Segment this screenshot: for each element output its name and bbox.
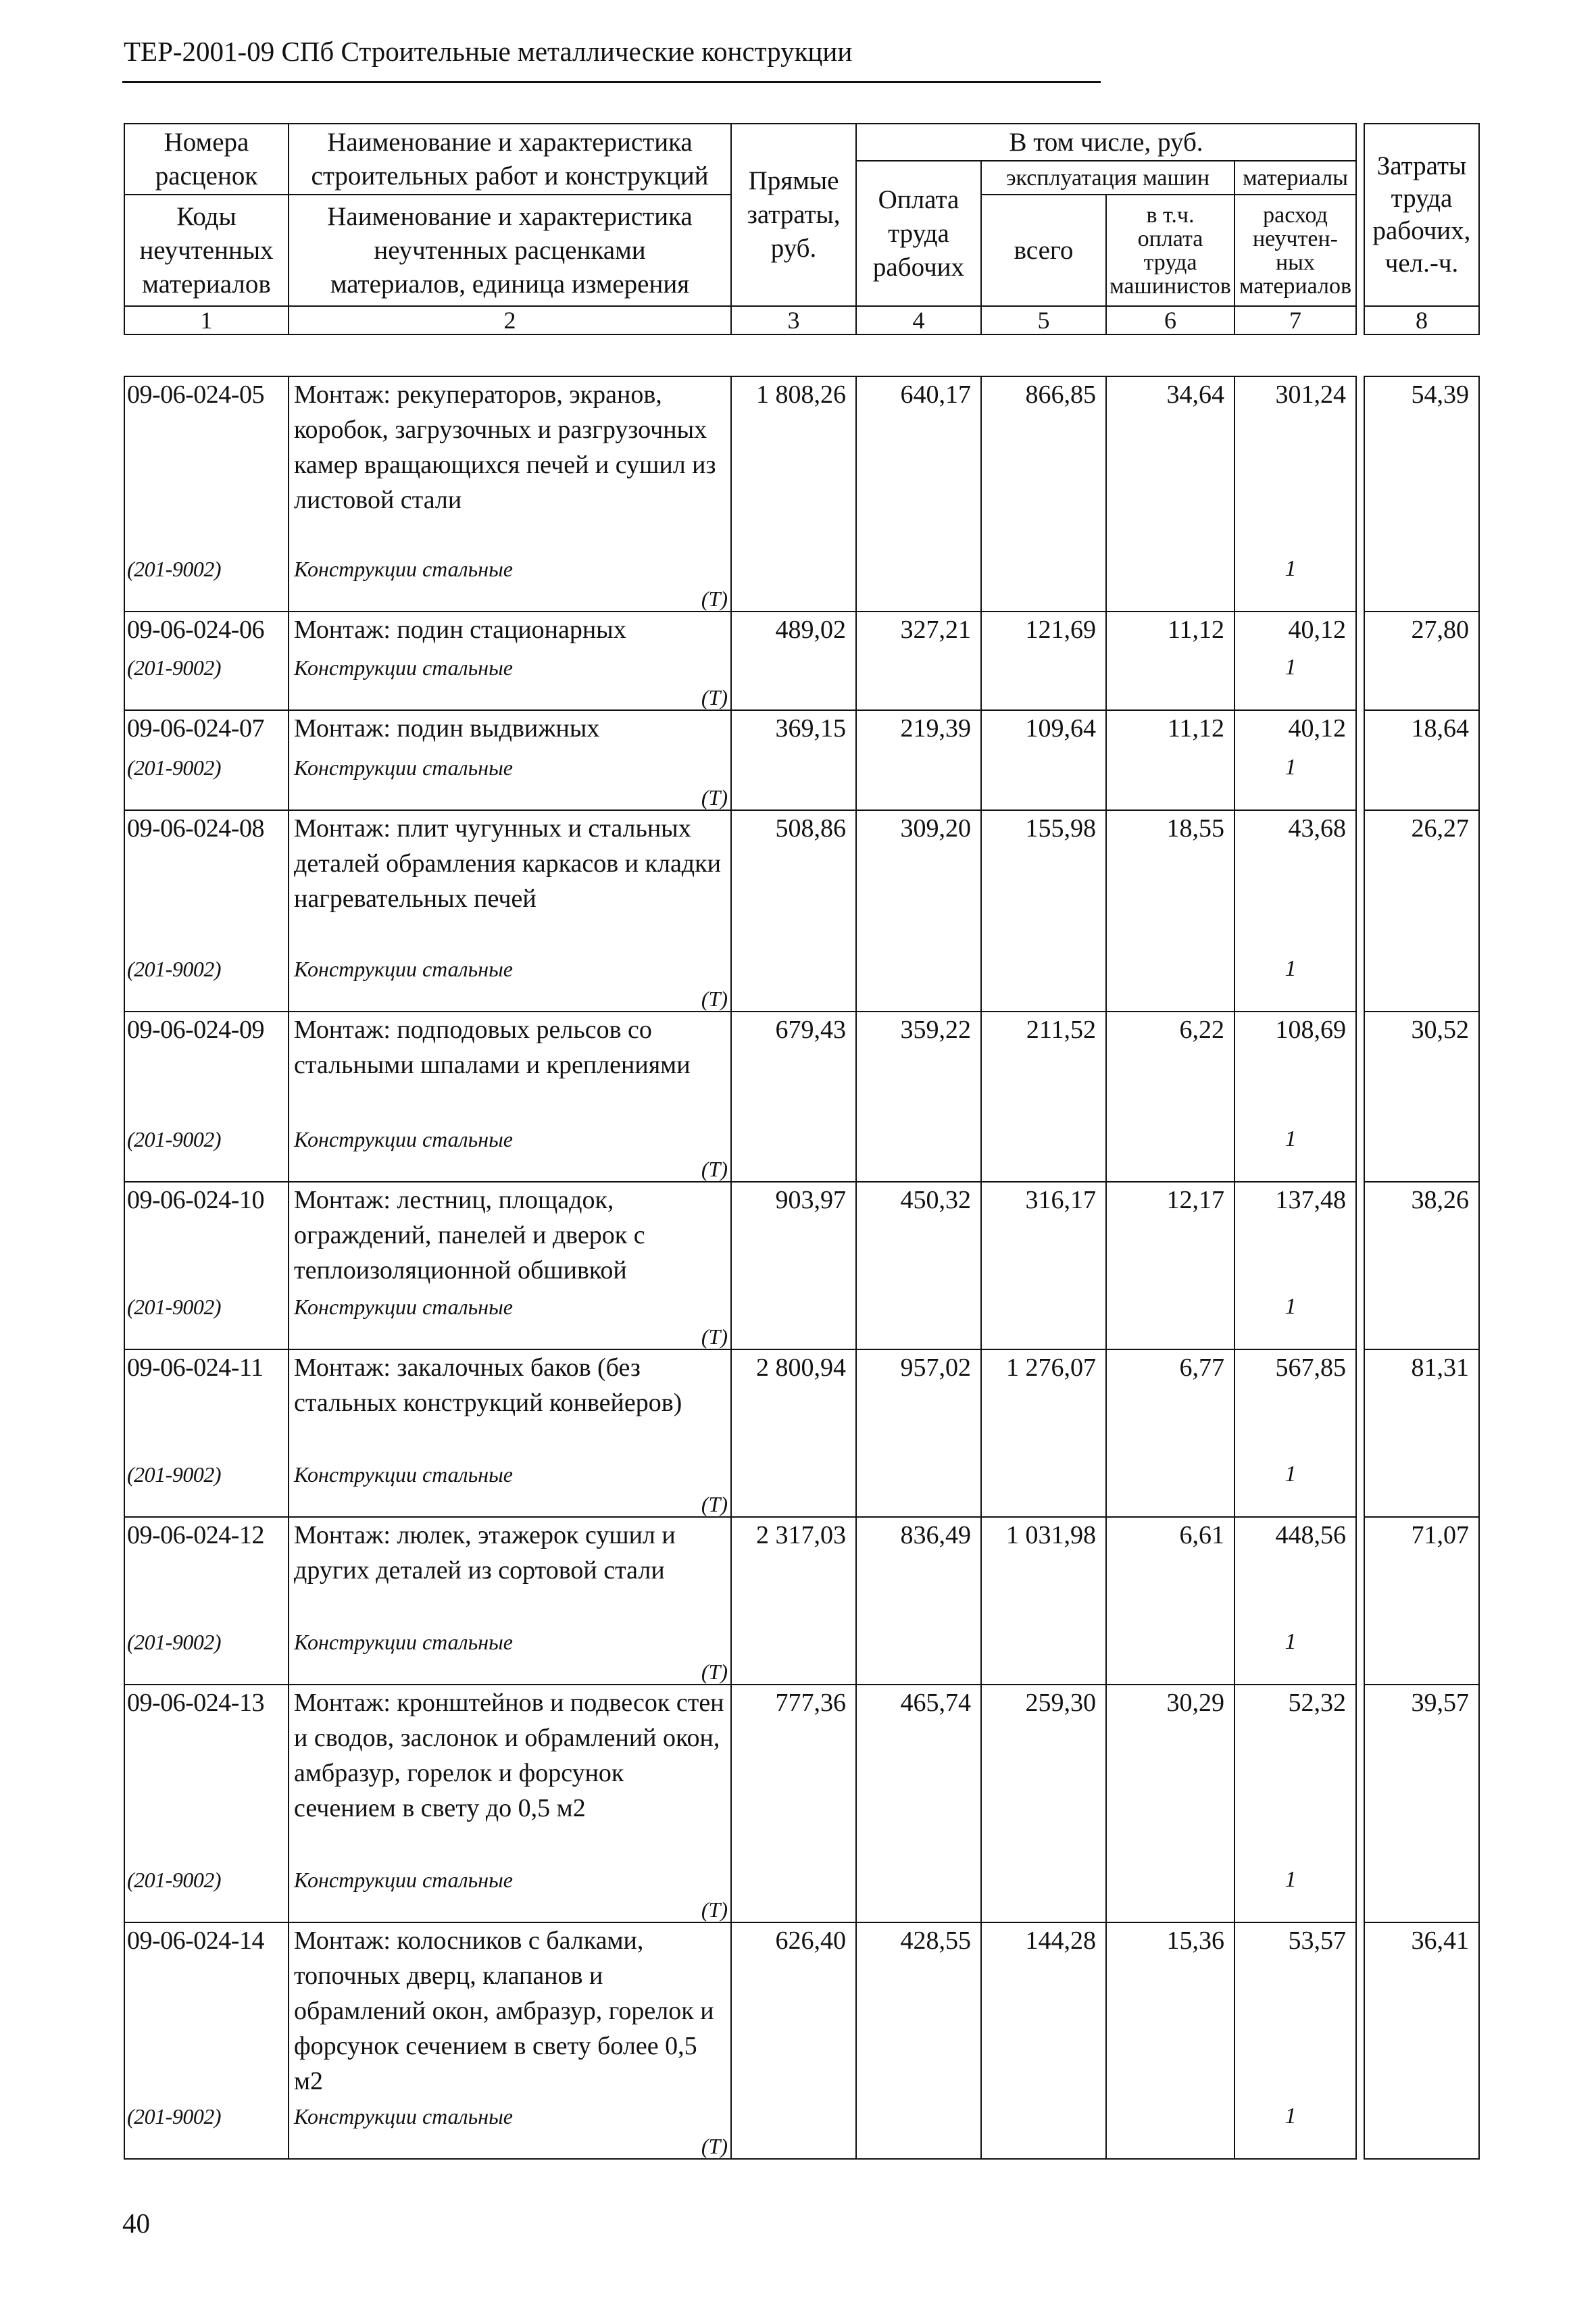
rate-code-cell — [124, 1685, 289, 1922]
header-line: чел.-ч. — [1385, 249, 1459, 278]
material-name: Конструкции стальные — [294, 655, 513, 680]
labor-hours-value: 71,07 — [1411, 1521, 1469, 1549]
rate-name-cell — [289, 612, 731, 710]
labor-cost-value: 219,39 — [900, 714, 971, 743]
material-unit: (Т) — [701, 987, 728, 1011]
header-line: неучтенных — [139, 235, 274, 265]
rate-code: 09-06-024-08 — [127, 814, 264, 843]
rate-name-cell — [289, 1182, 731, 1349]
machines-cost-value: 866,85 — [1025, 380, 1096, 409]
machinists-cost-value: 11,12 — [1167, 714, 1224, 743]
machinists-cost — [1106, 612, 1235, 710]
materials-cost-value: 40,12 — [1288, 616, 1346, 644]
rate-name-cell — [289, 1685, 731, 1922]
material-code: (201-9002) — [127, 1462, 221, 1487]
table-row — [124, 1922, 1479, 2159]
labor-cost — [856, 1349, 981, 1517]
machinists-cost-value: 6,61 — [1179, 1521, 1224, 1549]
header-col1-bottom — [124, 195, 289, 306]
machinists-cost — [1106, 1922, 1235, 2159]
rate-name: Монтаж: подин выдвижных — [294, 714, 600, 743]
material-qty: 1 — [1285, 1867, 1297, 1892]
table-row — [124, 376, 1479, 612]
material-code: (201-9002) — [127, 1295, 221, 1319]
header-line: материалов — [1239, 273, 1352, 299]
material-unit: (Т) — [701, 785, 728, 810]
rate-name-cell — [289, 710, 731, 810]
row-gap — [1356, 612, 1364, 710]
header-line: в т.ч. — [1146, 202, 1195, 228]
machines-cost — [981, 710, 1106, 810]
header-line: Коды — [176, 201, 236, 231]
row-gap — [1356, 710, 1364, 810]
rate-name-cell — [289, 376, 731, 612]
header-line: неучтенных расценками — [374, 235, 646, 265]
header-col6 — [1106, 195, 1235, 306]
labor-hours — [1364, 810, 1479, 1012]
table-row — [124, 1349, 1479, 1517]
materials-cost-value: 40,12 — [1288, 714, 1346, 743]
rate-code-cell — [124, 1517, 289, 1685]
header-line: руб. — [770, 234, 817, 263]
labor-cost — [856, 1685, 981, 1922]
materials-cost — [1235, 1685, 1356, 1922]
machinists-cost — [1106, 1012, 1235, 1182]
material-code: (201-9002) — [127, 557, 221, 581]
rate-code-cell — [124, 810, 289, 1012]
material-unit: (Т) — [701, 1492, 728, 1516]
rate-code: 09-06-024-11 — [127, 1353, 264, 1382]
direct-cost — [731, 710, 856, 810]
machines-cost — [981, 1685, 1106, 1922]
materials-cost-value: 52,32 — [1288, 1689, 1346, 1717]
materials-cost — [1235, 810, 1356, 1012]
materials-cost-value: 43,68 — [1288, 814, 1346, 843]
material-name: Конструкции стальные — [294, 1462, 513, 1487]
direct-cost-value: 369,15 — [775, 714, 846, 743]
material-code: (201-9002) — [127, 755, 221, 780]
material-qty: 1 — [1285, 956, 1297, 981]
rate-code-cell — [124, 1012, 289, 1182]
direct-cost — [731, 1517, 856, 1685]
row-gap — [1356, 376, 1364, 612]
rate-code: 09-06-024-09 — [127, 1016, 264, 1044]
direct-cost — [731, 810, 856, 1012]
header-machines: эксплуатация машин — [981, 161, 1235, 195]
labor-hours-value: 18,64 — [1411, 714, 1469, 743]
material-qty: 1 — [1285, 1462, 1297, 1487]
header-line: неучтен- — [1252, 226, 1338, 251]
materials-cost — [1235, 1182, 1356, 1349]
materials-cost — [1235, 376, 1356, 612]
material-name: Конструкции стальные — [294, 957, 513, 981]
labor-hours — [1364, 1922, 1479, 2159]
rate-name-cell — [289, 810, 731, 1012]
materials-cost — [1235, 710, 1356, 810]
rate-name-cell — [289, 1517, 731, 1685]
labor-cost-value: 465,74 — [900, 1689, 971, 1717]
labor-hours — [1364, 710, 1479, 810]
rate-name-cell — [289, 1922, 731, 2159]
labor-cost-value: 359,22 — [900, 1016, 971, 1044]
rate-code: 09-06-024-10 — [127, 1186, 264, 1214]
col-num-7: 7 — [1235, 306, 1356, 334]
header-line: труда — [1143, 249, 1197, 275]
labor-cost-value: 836,49 — [900, 1521, 971, 1549]
machines-cost — [981, 1517, 1106, 1685]
material-unit: (Т) — [701, 587, 728, 611]
labor-hours-value: 27,80 — [1411, 616, 1469, 644]
rate-code-cell — [124, 710, 289, 810]
direct-cost — [731, 612, 856, 710]
header-col2-bottom — [289, 195, 731, 306]
material-unit: (Т) — [701, 685, 728, 710]
direct-cost — [731, 376, 856, 612]
direct-cost-value: 2 800,94 — [756, 1353, 846, 1382]
table-row — [124, 810, 1479, 1012]
labor-cost — [856, 1922, 981, 2159]
row-gap — [1356, 1012, 1364, 1182]
materials-cost — [1235, 612, 1356, 710]
header-col7 — [1235, 195, 1356, 306]
machines-cost-value: 211,52 — [1026, 1016, 1096, 1044]
material-unit: (Т) — [701, 1324, 728, 1349]
material-code: (201-9002) — [127, 1868, 221, 1892]
rate-code-cell — [124, 1182, 289, 1349]
rate-name: Монтаж: рекуператоров, экранов, коробок, загрузочных и разгрузочных камер вращающихся печей и сушил из листовой стали — [294, 380, 716, 514]
machinists-cost-value: 6,77 — [1179, 1353, 1224, 1382]
header-line: Наименование и характеристика — [327, 127, 693, 157]
labor-hours — [1364, 1182, 1479, 1349]
machines-cost — [981, 810, 1106, 1012]
material-code: (201-9002) — [127, 957, 221, 981]
rate-name: Монтаж: плит чугунных и стальных деталей обрамления каркасов и кладки нагревательных печей — [294, 814, 721, 913]
direct-cost-value: 1 808,26 — [756, 380, 846, 409]
header-line: труда — [888, 218, 949, 248]
header-gap — [1356, 124, 1364, 306]
material-unit: (Т) — [701, 1897, 728, 1922]
material-code: (201-9002) — [127, 655, 221, 680]
material-unit: (Т) — [701, 1157, 728, 1181]
labor-cost — [856, 376, 981, 612]
machines-cost — [981, 1182, 1106, 1349]
header-line: труда — [1391, 184, 1453, 213]
materials-cost-value: 137,48 — [1275, 1186, 1346, 1214]
header-col3 — [731, 124, 856, 306]
row-gap — [1356, 1182, 1364, 1349]
labor-hours-value: 26,27 — [1411, 814, 1469, 843]
rate-code-cell — [124, 1349, 289, 1517]
machines-cost — [981, 612, 1106, 710]
machines-cost — [981, 1349, 1106, 1517]
header-gap-num — [1356, 306, 1364, 334]
rate-name: Монтаж: лестниц, площадок, ограждений, панелей и дверок с теплоизоляционной обшивкой — [294, 1186, 645, 1285]
rates-table — [124, 376, 1480, 2160]
machines-cost-value: 259,30 — [1025, 1689, 1096, 1717]
machines-cost-value: 1 031,98 — [1006, 1521, 1096, 1549]
col-num-3: 3 — [731, 306, 856, 334]
material-name: Конструкции стальные — [294, 755, 513, 780]
direct-cost-value: 679,43 — [775, 1016, 846, 1044]
header-line: затраты, — [747, 200, 841, 229]
material-name: Конструкции стальные — [294, 1295, 513, 1319]
direct-cost — [731, 1685, 856, 1922]
labor-cost-value: 450,32 — [900, 1186, 971, 1214]
col-num-5: 5 — [981, 306, 1106, 334]
header-line: строительных работ и конструкций — [311, 161, 709, 191]
rate-name-cell — [289, 1349, 731, 1517]
table-row — [124, 612, 1479, 710]
labor-cost — [856, 1517, 981, 1685]
materials-cost-value: 108,69 — [1275, 1016, 1346, 1044]
rate-name: Монтаж: подин стационарных — [294, 616, 626, 644]
materials-cost — [1235, 1517, 1356, 1685]
labor-hours — [1364, 1012, 1479, 1182]
machinists-cost — [1106, 376, 1235, 612]
table-row — [124, 1517, 1479, 1685]
material-unit: (Т) — [701, 1660, 728, 1684]
rate-name: Монтаж: колосников с балками, топочных дверц, клапанов и обрамлений окон, амбразур, горелок и форсунок сечением в свету более 0,5 м2 — [294, 1926, 714, 2095]
header-materials: материалы — [1235, 161, 1356, 195]
header-line: оплата — [1137, 226, 1203, 251]
header-line: Номера — [164, 127, 249, 157]
labor-cost-value: 428,55 — [900, 1926, 971, 1955]
material-name: Конструкции стальные — [294, 1868, 513, 1892]
machinists-cost — [1106, 1182, 1235, 1349]
direct-cost-value: 508,86 — [775, 814, 846, 843]
materials-cost — [1235, 1349, 1356, 1517]
direct-cost-value: 777,36 — [775, 1689, 846, 1717]
header-line: Прямые — [748, 166, 839, 195]
row-gap — [1356, 1922, 1364, 2159]
material-name: Конструкции стальные — [294, 1630, 513, 1654]
table-row — [124, 1182, 1479, 1349]
material-unit: (Т) — [701, 2134, 728, 2158]
labor-hours-value: 30,52 — [1411, 1016, 1469, 1044]
document-header-title: ТЕР-2001-09 СПб Строительные металлические конструкции — [124, 36, 853, 67]
rate-code: 09-06-024-06 — [127, 616, 264, 644]
header-line: материалов, единица измерения — [330, 269, 690, 299]
material-code: (201-9002) — [127, 1127, 221, 1151]
labor-cost-value: 957,02 — [900, 1353, 971, 1382]
header-col4 — [856, 161, 981, 306]
rate-name: Монтаж: кронштейнов и подвесок стен и сводов, заслонок и обрамлений окон, амбразур, горелок и форсунок сечением в свету до 0,5 м2 — [294, 1689, 724, 1822]
material-qty: 1 — [1285, 1629, 1297, 1654]
rate-code-cell — [124, 1922, 289, 2159]
rate-code: 09-06-024-05 — [127, 380, 264, 409]
header-col5: всего — [981, 195, 1106, 306]
rate-code: 09-06-024-07 — [127, 714, 264, 743]
row-gap — [1356, 1517, 1364, 1685]
table-row — [124, 1685, 1479, 1922]
labor-cost — [856, 1182, 981, 1349]
direct-cost — [731, 1349, 856, 1517]
rate-code-cell — [124, 376, 289, 612]
header-group: В том числе, руб. — [856, 124, 1356, 161]
header-line: рабочих, — [1372, 216, 1471, 245]
rate-name: Монтаж: подподовых рельсов со стальными шпалами и креплениями — [294, 1016, 691, 1079]
labor-hours-value: 39,57 — [1411, 1689, 1469, 1717]
machinists-cost — [1106, 1349, 1235, 1517]
labor-cost-value: 640,17 — [900, 380, 971, 409]
labor-hours — [1364, 1349, 1479, 1517]
machinists-cost — [1106, 810, 1235, 1012]
materials-cost — [1235, 1922, 1356, 2159]
col-num-1: 1 — [124, 306, 289, 334]
material-name: Конструкции стальные — [294, 1127, 513, 1151]
machinists-cost-value: 11,12 — [1167, 616, 1224, 644]
material-code: (201-9002) — [127, 2104, 221, 2129]
rate-name-cell — [289, 1012, 731, 1182]
labor-cost — [856, 810, 981, 1012]
direct-cost — [731, 1922, 856, 2159]
materials-cost — [1235, 1012, 1356, 1182]
direct-cost — [731, 1182, 856, 1349]
labor-cost — [856, 612, 981, 710]
labor-hours — [1364, 612, 1479, 710]
material-qty: 1 — [1285, 2104, 1297, 2129]
table-row — [124, 710, 1479, 810]
header-line: рабочих — [872, 252, 965, 282]
table-header — [124, 123, 1480, 335]
header-col8 — [1364, 124, 1479, 306]
material-qty: 1 — [1285, 1294, 1297, 1319]
header-line: расценок — [155, 161, 258, 191]
labor-hours — [1364, 1685, 1479, 1922]
rate-name: Монтаж: люлек, этажерок сушил и других деталей из сортовой стали — [294, 1521, 676, 1585]
material-qty: 1 — [1285, 755, 1297, 780]
machines-cost-value: 1 276,07 — [1006, 1353, 1096, 1382]
col-num-6: 6 — [1106, 306, 1235, 334]
machinists-cost-value: 18,55 — [1166, 814, 1224, 843]
header-line: материалов — [142, 269, 271, 299]
direct-cost-value: 903,97 — [775, 1186, 846, 1214]
labor-cost-value: 327,21 — [900, 616, 971, 644]
labor-hours-value: 81,31 — [1411, 1353, 1469, 1382]
header-line: ных — [1275, 249, 1316, 275]
labor-hours-value: 38,26 — [1411, 1186, 1469, 1214]
header-line: Наименование и характеристика — [327, 201, 693, 231]
machinists-cost-value: 12,17 — [1166, 1186, 1224, 1214]
header-col1-top — [124, 124, 289, 195]
row-gap — [1356, 1349, 1364, 1517]
machinists-cost — [1106, 1517, 1235, 1685]
machinists-cost-value: 15,36 — [1166, 1926, 1224, 1955]
labor-hours — [1364, 376, 1479, 612]
header-line: Оплата — [878, 184, 959, 214]
header-rule — [122, 81, 1101, 83]
rate-code-cell — [124, 612, 289, 710]
row-gap — [1356, 1685, 1364, 1922]
col-num-4: 4 — [856, 306, 981, 334]
machines-cost-value: 155,98 — [1025, 814, 1096, 843]
rate-code: 09-06-024-14 — [127, 1926, 264, 1955]
col-num-2: 2 — [289, 306, 731, 334]
header-line: машинистов — [1109, 273, 1231, 299]
labor-hours-value: 36,41 — [1411, 1926, 1469, 1955]
material-code: (201-9002) — [127, 1630, 221, 1654]
machinists-cost-value: 34,64 — [1166, 380, 1224, 409]
header-line: расход — [1263, 202, 1328, 228]
materials-cost-value: 301,24 — [1275, 380, 1346, 409]
table-row — [124, 1012, 1479, 1182]
labor-cost-value: 309,20 — [900, 814, 971, 843]
labor-hours — [1364, 1517, 1479, 1685]
rate-code: 09-06-024-12 — [127, 1521, 264, 1549]
machines-cost-value: 109,64 — [1025, 714, 1096, 743]
material-qty: 1 — [1285, 655, 1297, 680]
page-number: 40 — [122, 2208, 150, 2239]
material-qty: 1 — [1285, 1126, 1297, 1151]
machines-cost — [981, 1922, 1106, 2159]
materials-cost-value: 448,56 — [1275, 1521, 1346, 1549]
direct-cost-value: 2 317,03 — [756, 1521, 846, 1549]
labor-cost — [856, 710, 981, 810]
machinists-cost — [1106, 1685, 1235, 1922]
rate-name: Монтаж: закалочных баков (без стальных конструкций конвейеров) — [294, 1353, 682, 1417]
material-name: Конструкции стальные — [294, 557, 513, 581]
materials-cost-value: 53,57 — [1288, 1926, 1346, 1955]
materials-cost-value: 567,85 — [1275, 1353, 1346, 1382]
header-line: Затраты — [1376, 151, 1467, 180]
machines-cost — [981, 1012, 1106, 1182]
labor-hours-value: 54,39 — [1411, 380, 1469, 409]
machines-cost-value: 121,69 — [1025, 616, 1096, 644]
header-col2-top — [289, 124, 731, 195]
machines-cost — [981, 376, 1106, 612]
material-name: Конструкции стальные — [294, 2104, 513, 2129]
machines-cost-value: 316,17 — [1025, 1186, 1096, 1214]
machinists-cost-value: 30,29 — [1166, 1689, 1224, 1717]
direct-cost — [731, 1012, 856, 1182]
direct-cost-value: 626,40 — [775, 1926, 846, 1955]
col-num-8: 8 — [1364, 306, 1479, 334]
rate-code: 09-06-024-13 — [127, 1689, 264, 1717]
machinists-cost-value: 6,22 — [1179, 1016, 1224, 1044]
labor-cost — [856, 1012, 981, 1182]
direct-cost-value: 489,02 — [775, 616, 846, 644]
row-gap — [1356, 810, 1364, 1012]
material-qty: 1 — [1285, 556, 1297, 581]
machinists-cost — [1106, 710, 1235, 810]
machines-cost-value: 144,28 — [1025, 1926, 1096, 1955]
